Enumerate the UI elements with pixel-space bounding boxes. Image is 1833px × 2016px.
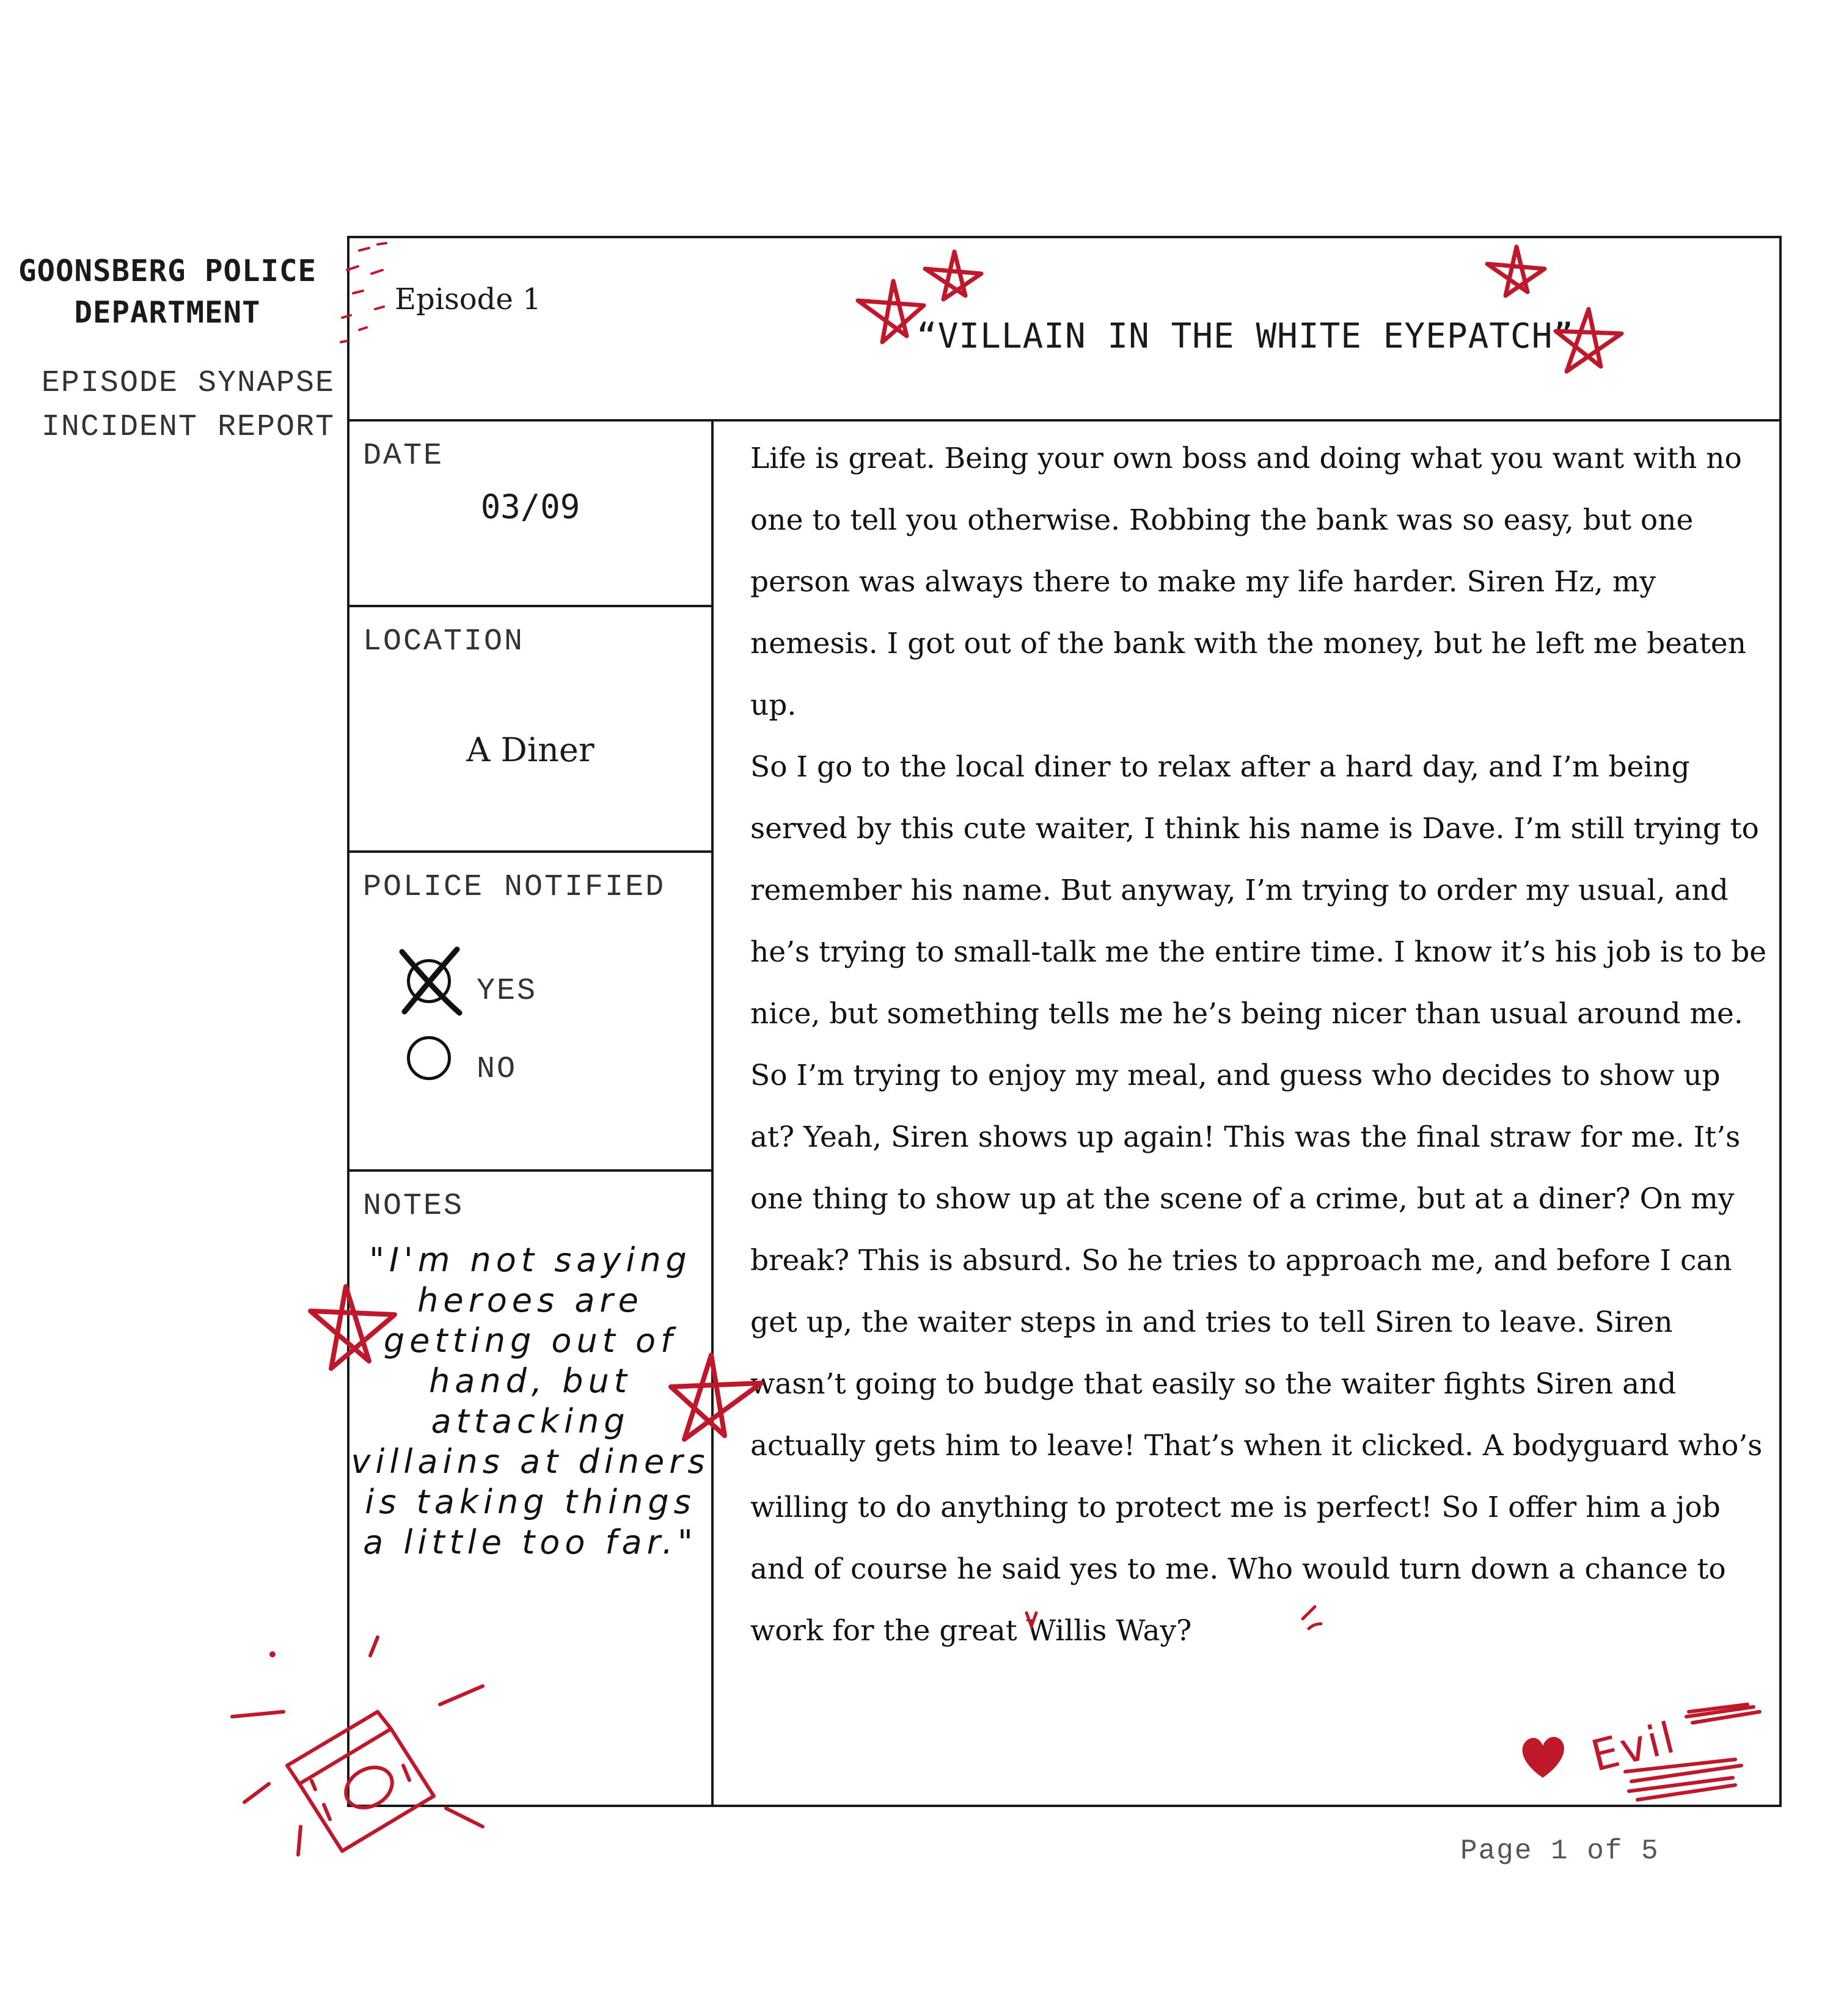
star-doodle-icon: [303, 1277, 407, 1381]
location-label: LOCATION: [363, 624, 525, 659]
heart-doodle-icon: [1515, 1729, 1570, 1784]
star-doodle-icon: [1546, 299, 1631, 379]
date-label: DATE: [363, 439, 444, 473]
divider: [347, 1169, 714, 1172]
yes-label: YES: [477, 974, 538, 1009]
correction-marks-icon: [1009, 1588, 1339, 1649]
narrative-text: [750, 428, 1771, 1662]
ink-splatter-icon: [335, 238, 420, 360]
money-bill-doodle-icon: [226, 1643, 544, 1863]
report-type: EPISODE SYNAPSE INCIDENT REPORT: [41, 366, 335, 445]
check-x-mark-icon: [391, 941, 470, 1020]
police-notified-label: POLICE NOTIFIED: [363, 870, 666, 905]
department-name: GOONSBERG POLICE DEPARTMENT: [18, 254, 316, 330]
star-doodle-icon: [660, 1344, 770, 1454]
notes-text: "I'm not saying heroes are getting out of hand, but attacking villains at diners is taking things a little too far.": [351, 1241, 710, 1561]
divider: [347, 850, 714, 853]
episode-label: Episode 1: [395, 282, 541, 316]
episode-title: “VILLAIN IN THE WHITE EYEPATCH”: [916, 316, 1575, 356]
evil-annotation: Evil: [1586, 1712, 1682, 1781]
narrative-paragraph: Life is great. Being your own boss and doing what you want with no one to tell you otherwise. Robbing the bank was so easy, but one person was always there to make my life harder. Siren Hz, my nemesis. I got out of the bank with the money, but he left me beaten up.: [750, 442, 1746, 722]
star-doodle-icon: [1479, 239, 1558, 307]
page-number: Page 1 of 5: [1460, 1835, 1659, 1867]
star-doodle-icon: [916, 244, 996, 312]
notes-label: NOTES: [363, 1189, 464, 1224]
narrative-paragraph: So I go to the local diner to relax after a hard day, and I’m being served by this cute waiter, I think his name is Dave. I’m still trying to remember his name. But anyway, I’m trying to order my usual, and he’s trying to small-talk me the entire time. I know it’s his job is to be nice, but something tells me he’s being nicer than usual around me. So I’m trying to enjoy my meal, and guess who decides to show up at? Yeah, Siren shows up again! This was the final straw for me. It’s one thing to show up at the scene of a crime, but at a diner? On my break? This is absurd. So he tries to approach me, and before I can get up, the waiter steps in and tries to tell Siren to leave. Siren wasn’t going to budge that easily so the waiter fights Siren and actually gets him to leave! That’s when it clicked. A bodyguard who’s willing to do anything to protect me is perfect! So I offer him a job and of course he said yes to me. Who would turn down a chance to work for the great Willis Way?: [750, 750, 1767, 1648]
date-value: 03/09: [480, 488, 580, 526]
no-radio[interactable]: [407, 1036, 451, 1080]
location-value: A Diner: [466, 731, 595, 769]
divider: [347, 605, 714, 607]
no-label: NO: [477, 1052, 518, 1087]
scribble-out-icon: [1625, 1680, 1772, 1814]
